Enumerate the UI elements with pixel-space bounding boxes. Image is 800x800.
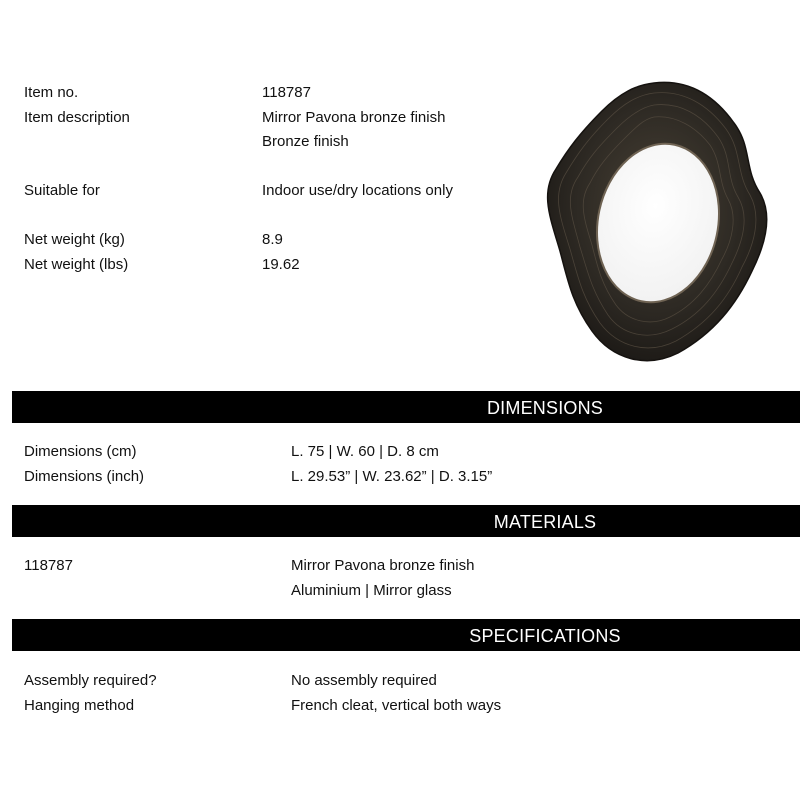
- hanging-method-label: Hanging method: [24, 697, 135, 714]
- item-description-value: Mirror Pavona bronze finish: [262, 109, 446, 126]
- net-weight-kg-label: Net weight (kg): [24, 231, 125, 248]
- dimensions-inch-label: Dimensions (inch): [24, 468, 145, 485]
- net-weight-lbs-label: Net weight (lbs): [24, 256, 129, 273]
- item-no-label: Item no.: [24, 84, 79, 101]
- item-finish-value: Bronze finish: [262, 133, 349, 150]
- dimensions-inch-value: L. 29.53” | W. 23.62” | D. 3.15”: [291, 468, 493, 485]
- specifications-title: SPECIFICATIONS: [469, 626, 621, 646]
- product-image-mirror: [538, 75, 774, 367]
- dimensions-title: DIMENSIONS: [486, 398, 603, 418]
- dimensions-cm-value: L. 75 | W. 60 | D. 8 cm: [291, 443, 439, 460]
- net-weight-lbs-value: 19.62: [262, 256, 300, 273]
- materials-description: Mirror Pavona bronze finish: [291, 557, 475, 574]
- dimensions-cm-label: Dimensions (cm): [24, 443, 137, 460]
- suitable-for-value: Indoor use/dry locations only: [262, 182, 453, 199]
- materials-title: MATERIALS: [493, 512, 597, 532]
- hanging-method-value: French cleat, vertical both ways: [291, 697, 502, 714]
- materials-code: 118787: [24, 557, 73, 574]
- dimensions-header-bar: [12, 391, 800, 423]
- specifications-header-bar: [12, 619, 800, 651]
- assembly-required-value: No assembly required: [291, 672, 437, 689]
- item-description-label: Item description: [24, 109, 130, 126]
- materials-composition: Aluminium | Mirror glass: [291, 582, 452, 599]
- materials-header-bar: [12, 505, 800, 537]
- item-no-value: 118787: [262, 84, 311, 101]
- suitable-for-label: Suitable for: [24, 182, 100, 199]
- assembly-required-label: Assembly required?: [24, 672, 157, 689]
- net-weight-kg-value: 8.9: [262, 231, 283, 248]
